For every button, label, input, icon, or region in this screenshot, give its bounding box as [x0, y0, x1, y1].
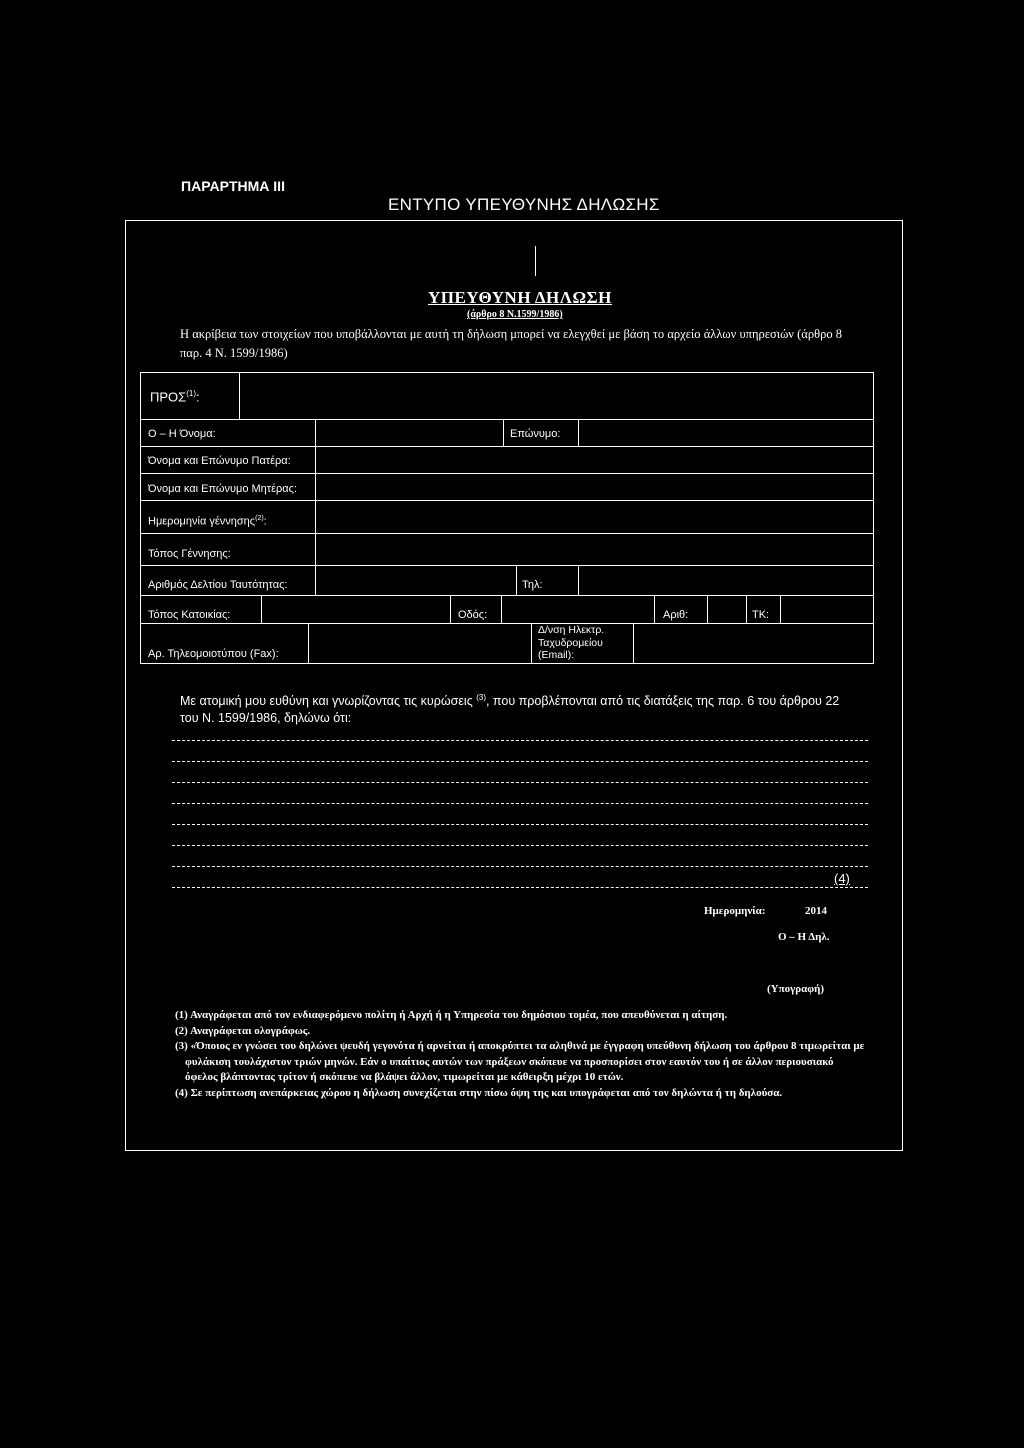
surname-input[interactable]	[578, 419, 874, 447]
declaration-statement: Με ατομική μου ευθύνη και γνωρίζοντας τις κυρώσεις $^{(3)}$, που προβλέπονται από τις διατάξεις της παρ. 6 του άρθρου 22 του Ν. 1599/1986, δηλώνω ότι:	[180, 693, 840, 726]
emblem-placeholder	[535, 246, 536, 276]
street-input[interactable]	[501, 595, 655, 624]
declaration-title: ΥΠΕΥΘΥΝΗ ΔΗΛΩΣΗ	[428, 288, 612, 307]
name-input[interactable]	[315, 419, 504, 447]
birthplace-label: Τόπος Γέννησης:	[148, 548, 231, 560]
residence-label: Τόπος Κατοικίας:	[148, 609, 231, 621]
name-label: Ο – Η Όνομα:	[148, 428, 216, 440]
phone-input[interactable]	[578, 565, 874, 596]
birthdate-label: Ημερομηνία γέννησης$^{(2)}$:	[148, 515, 267, 528]
fax-label: Αρ. Τηλεομοιοτύπου (Fax):	[148, 648, 279, 660]
postcode-input[interactable]	[780, 595, 874, 624]
footnotes	[175, 1008, 865, 1101]
intro-text: Η ακρίβεια των στοιχείων που υποβάλλονται με αυτή τη δήλωση μπορεί να ελεγχθεί με βάση το αρχείο άλλων υπηρεσιών (άρθρο 8 παρ. 4 Ν. 1599/1986)	[180, 327, 842, 360]
declaration-line[interactable]	[172, 824, 868, 825]
date-label: Ημερομηνία:	[704, 905, 766, 917]
to-label: ΠΡΟΣ$^{(1)}$:	[150, 389, 200, 405]
number-input[interactable]	[707, 595, 747, 624]
declarant-label: Ο – Η Δηλ.	[778, 931, 830, 943]
declaration-line[interactable]	[172, 887, 868, 888]
form-title: ΕΝΤΥΠΟ ΥΠΕΥΘΥΝΗΣ ΔΗΛΩΣΗΣ	[388, 195, 660, 214]
declaration-footnote-ref: (3)	[476, 693, 486, 702]
to-input[interactable]	[239, 372, 874, 420]
declaration-line[interactable]	[172, 740, 868, 741]
mother-label: Όνομα και Επώνυμο Μητέρας:	[148, 483, 298, 495]
email-input[interactable]	[633, 623, 874, 664]
footnote-1: (1) Αναγράφεται από τον ενδιαφερόμενο πολίτη ή Αρχή ή η Υπηρεσία του δημόσιου τομέα, που απευθύνεται η αίτηση.	[175, 1009, 728, 1021]
id-input[interactable]	[315, 565, 517, 596]
id-label: Αριθμός Δελτίου Ταυτότητας:	[148, 579, 288, 591]
fax-input[interactable]	[308, 623, 532, 664]
to-footnote-ref: (1)	[186, 389, 196, 398]
annex-label: ΠΑΡΑΡΤΗΜΑ ΙΙΙ	[181, 178, 285, 194]
birthdate-footnote-ref: (2)	[255, 515, 264, 522]
surname-label: Επώνυμο:	[510, 428, 561, 440]
footnote-2: (2) Αναγράφεται ολογράφως.	[175, 1024, 311, 1037]
email-label: Δ/νση Ηλεκτρ. Ταχυδρομείου (Email):	[538, 624, 605, 661]
declaration-line[interactable]	[172, 782, 868, 783]
signature-label: (Υπογραφή)	[767, 983, 825, 995]
declaration-line[interactable]	[172, 761, 868, 762]
father-input[interactable]	[315, 446, 874, 474]
father-label: Όνομα και Επώνυμο Πατέρα:	[148, 455, 291, 467]
footnote-4: (4) Σε περίπτωση ανεπάρκειας χώρου η δήλωση συνεχίζεται στην πίσω όψη της και υπογράφεται από τον δηλώντα ή τη δηλούσα.	[175, 1086, 783, 1099]
residence-input[interactable]	[261, 595, 451, 624]
date-value[interactable]: 2014	[805, 905, 827, 917]
birthdate-input[interactable]	[315, 500, 874, 534]
footnote-3: (3) «Όποιος εν γνώσει του δηλώνει ψευδή γεγονότα ή αρνείται ή αποκρύπτει τα αληθινά με έγγραφη υπεύθυνη δήλωση του άρθρου 8 τιμωρείται με φυλάκιση τουλάχιστον τριών μηνών. Εάν ο υπαίτιος αυτών των πράξεων σκόπευε να προσπορίσει στον εαυτόν του ή σε άλλον περιουσιακό όφελος βλάπτοντας τρίτον ή σκόπευε να βλάψει άλλον, τιμωρείται με κάθειρξη μέχρι 10 ετών.	[175, 1040, 865, 1083]
declaration-line[interactable]	[172, 845, 868, 846]
postcode-label: ΤΚ:	[752, 609, 770, 621]
phone-label: Τηλ:	[522, 579, 543, 591]
birthplace-input[interactable]	[315, 533, 874, 566]
mother-input[interactable]	[315, 473, 874, 501]
street-label: Οδός:	[458, 609, 488, 621]
declaration-line[interactable]	[172, 866, 868, 867]
continuation-note-ref: (4)	[834, 871, 850, 886]
declaration-subtitle: (άρθρο 8 Ν.1599/1986)	[467, 309, 563, 320]
declaration-line[interactable]	[172, 803, 868, 804]
number-label: Αριθ:	[663, 609, 689, 621]
